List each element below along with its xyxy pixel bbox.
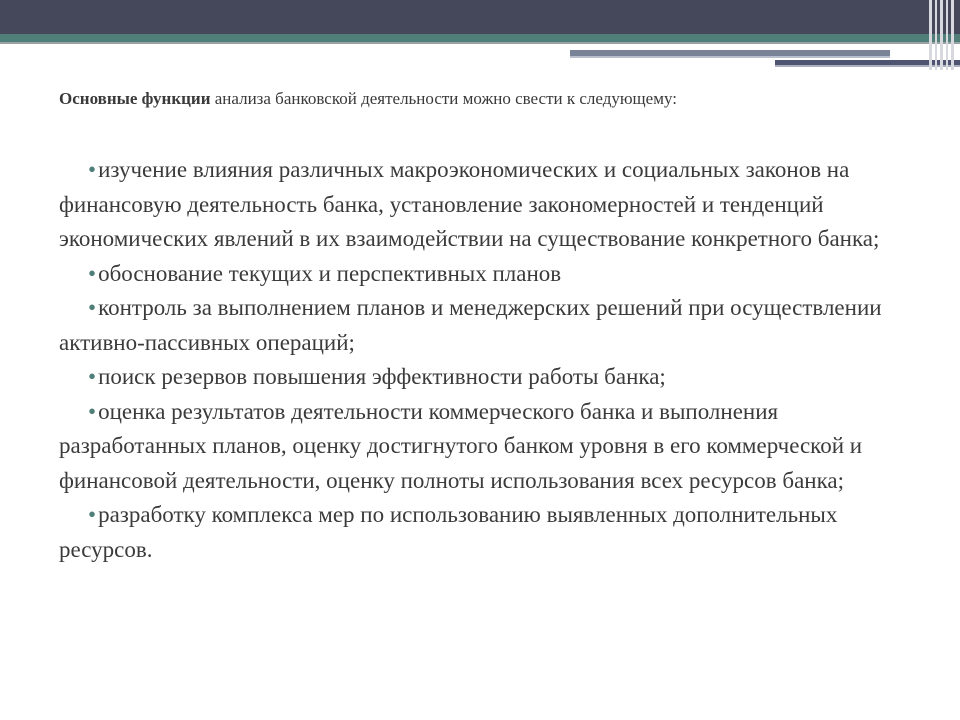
- intro-text: анализа банковской деятельности можно свести к следующему:: [210, 89, 677, 108]
- intro-bold: Основные функции: [59, 89, 211, 108]
- decor-stripe: [570, 56, 890, 58]
- list-item: • оценка результатов деятельности коммерческого банка и выполнения разработанных планов, оценку достигнутого банком уровня в его коммерческой и финансовой деятельности, оценку полноты использования всех ресурсов банка;: [59, 395, 929, 499]
- list-item: • изучение влияния различных макроэкономических и социальных законов на финансовую деятельность банка, установление закономерностей и тенденций экономических явлений в их взаимодействии на существование конкретного банка;: [59, 153, 929, 257]
- intro-paragraph: [59, 86, 919, 112]
- bullet-list: [59, 153, 929, 567]
- decor-vertical-stripes: [925, 0, 960, 70]
- header-divider: [0, 42, 960, 44]
- list-item: • поиск резервов повышения эффективности работы банка;: [59, 360, 929, 395]
- list-item: • обоснование текущих и перспективных планов: [59, 257, 929, 292]
- header-bar: [0, 0, 960, 34]
- list-item: • разработку комплекса мер по использованию выявленных дополнительных ресурсов.: [59, 498, 929, 567]
- list-item: • контроль за выполнением планов и менеджерских решений при осуществлении активно-пассивных операций;: [59, 291, 929, 360]
- header-accent-band: [0, 34, 960, 42]
